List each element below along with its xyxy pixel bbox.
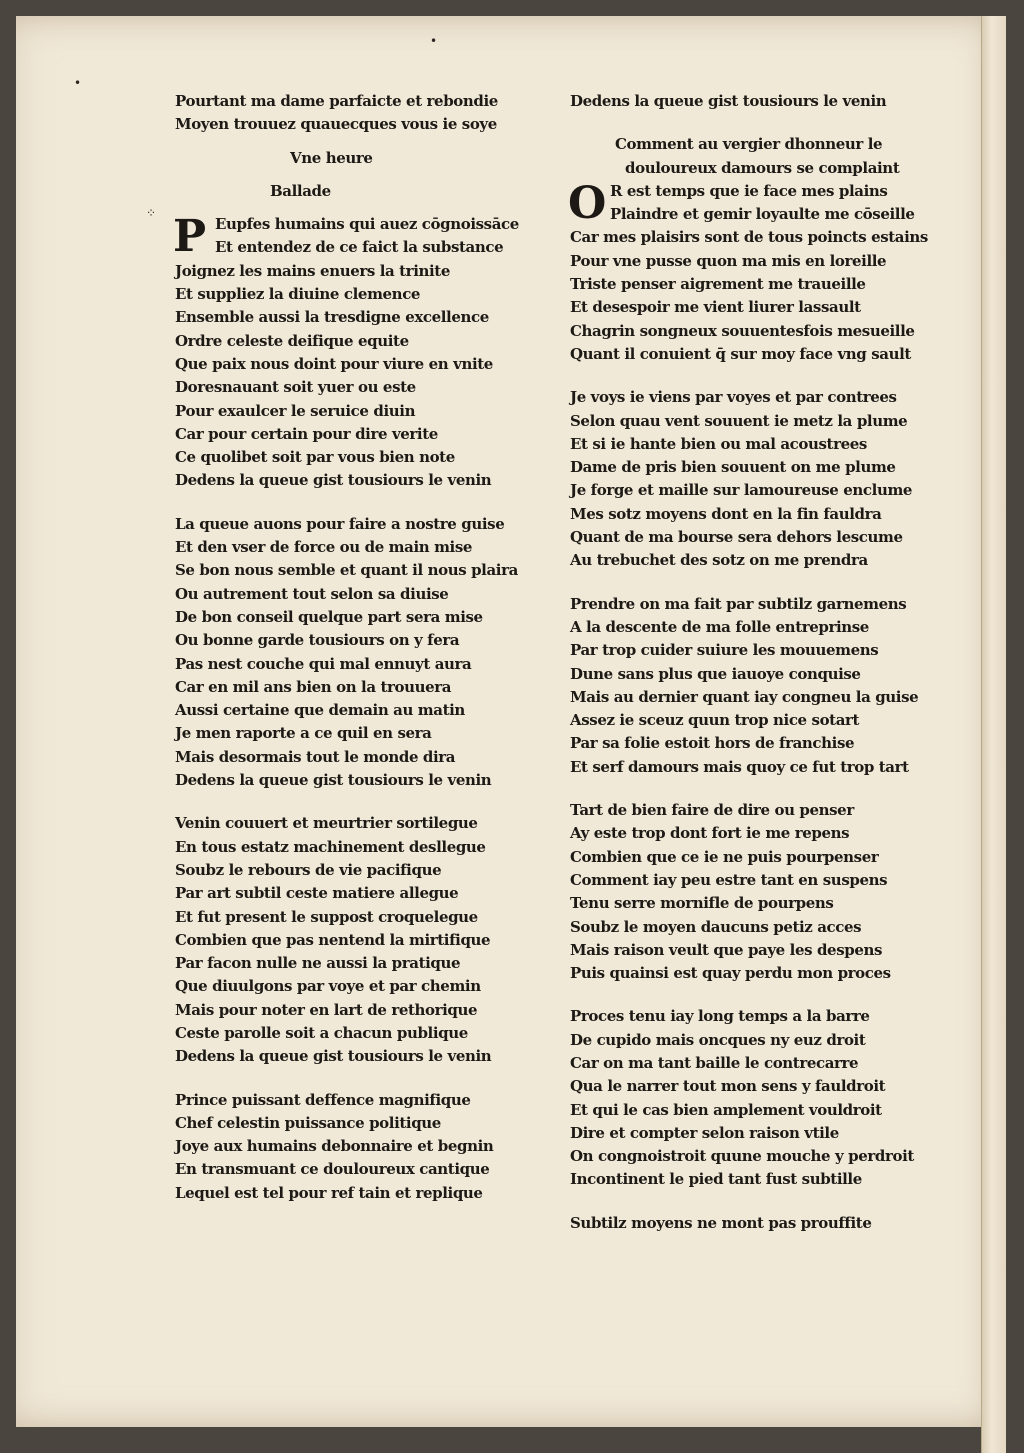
text-line: Moyen trouuez quauecques vous ie soye: [175, 115, 497, 134]
text-line: Car pour certain pour dire verite: [175, 424, 438, 443]
text-line: Doresnauant soit yuer ou este: [175, 378, 416, 397]
drop-cap: P: [173, 211, 206, 263]
refrain-line: Dedens la queue gist tousiours le venin: [175, 471, 492, 490]
text-line: A la descente de ma folle entreprinse: [570, 617, 869, 636]
text-line: R est temps que ie face mes plains: [610, 181, 888, 200]
text-line: En tous estatz machinement desllegue: [175, 837, 486, 856]
margin-mark: •: [74, 76, 82, 90]
text-line: Incontinent le pied tant fust subtille: [570, 1170, 862, 1189]
stanza: [570, 386, 970, 572]
text-line: Selon quau vent souuent ie metz la plume: [570, 411, 908, 430]
text-line: Pour vne pusse quon ma mis en loreille: [570, 251, 887, 270]
text-line: Pour exaulcer le seruice diuin: [175, 401, 416, 420]
refrain-line: Dedens la queue gist tousiours le venin: [175, 1047, 492, 1066]
text-line: Je voys ie viens par voyes et par contrees: [570, 388, 897, 407]
text-line: Tenu serre mornifle de pourpens: [570, 894, 834, 913]
stanza: [175, 812, 555, 1068]
refrain-line: Dedens la queue gist tousiours le venin: [570, 92, 887, 110]
margin-mark: ⁘: [146, 206, 157, 220]
text-line: Dire et compter selon raison vtile: [570, 1123, 839, 1142]
text-line: Et entendez de ce faict la substance: [215, 238, 504, 257]
text-line: Tart de bien faire de dire ou penser: [570, 801, 854, 820]
text-line: Mais pour noter en lart de rethorique: [175, 1000, 478, 1019]
text-line: Mais au dernier quant iay congneu la guise: [570, 687, 919, 706]
text-line: Par sa folie estoit hors de franchise: [570, 734, 855, 753]
drop-cap: O: [568, 177, 606, 229]
text-line: Par art subtil ceste matiere allegue: [175, 884, 459, 903]
text-line: Dune sans plus que iauoye conquise: [570, 664, 861, 683]
text-line: De bon conseil quelque part sera mise: [175, 607, 483, 626]
text-line: Je men raporte a ce quil en sera: [175, 724, 432, 743]
heading-line: douloureux damours se complaint: [625, 158, 900, 177]
text-line: Aussi certaine que demain au matin: [175, 701, 465, 720]
stanza: [175, 213, 555, 493]
text-line: Et qui le cas bien amplement vouldroit: [570, 1100, 882, 1119]
text-line: Ay este trop dont fort ie me repens: [570, 824, 850, 843]
text-line: Et si ie hante bien ou mal acoustrees: [570, 434, 867, 453]
text-line: Mais raison veult que paye les despens: [570, 940, 883, 959]
text-line: En transmuant ce douloureux cantique: [175, 1160, 490, 1179]
text-line: De cupido mais oncques ny euz droit: [570, 1030, 866, 1049]
text-line: Ensemble aussi la tresdigne excellence: [175, 308, 489, 327]
text-line: Et serf damours mais quoy ce fut trop tart: [570, 757, 909, 776]
text-line: Ou bonne garde tousiours on y fera: [175, 631, 460, 650]
section-heading: [570, 133, 970, 180]
text-line: Dame de pris bien souuent on me plume: [570, 458, 896, 477]
stanza: [570, 593, 970, 779]
text-line: Au trebuchet des sotz on me prendra: [570, 551, 868, 570]
text-line: Quant il conuient q̄ sur moy face vng sault: [570, 344, 911, 363]
page-mark: •: [430, 34, 438, 48]
text-line: On congnoistroit quune mouche y perdroit: [570, 1147, 914, 1166]
text-line: Ou autrement tout selon sa diuise: [175, 584, 449, 603]
text-line: Soubz le rebours de vie pacifique: [175, 860, 442, 879]
heading-ballade: Ballade: [270, 181, 331, 200]
text-line: Proces tenu iay long temps a la barre: [570, 1007, 870, 1026]
heading-vne-heure: Vne heure: [290, 148, 373, 167]
text-line: Se bon nous semble et quant il nous plaira: [175, 561, 518, 580]
text-line: Combien que ce ie ne puis pourpenser: [570, 847, 879, 866]
text-line: Mes sotz moyens dont en la fin fauldra: [570, 504, 882, 523]
text-line: Prince puissant deffence magnifique: [175, 1090, 471, 1109]
text-line: Qua le narrer tout mon sens y fauldroit: [570, 1077, 886, 1096]
text-line: Par trop cuider suiure les mouuemens: [570, 641, 879, 660]
left-column: [175, 90, 555, 1205]
right-column: [570, 90, 970, 1235]
text-line: Puis quainsi est quay perdu mon proces: [570, 964, 891, 983]
text-line: Car en mil ans bien on la trouuera: [175, 677, 452, 696]
text-line: Combien que pas nentend la mirtifique: [175, 930, 491, 949]
text-line: Ceste parolle soit a chacun publique: [175, 1023, 468, 1042]
text-line: Je forge et maille sur lamoureuse enclume: [570, 481, 913, 500]
text-line: Venin couuert et meurtrier sortilegue: [175, 814, 478, 833]
text-line: Joye aux humains debonnaire et begnin: [175, 1137, 494, 1156]
text-line: Par facon nulle ne aussi la pratique: [175, 954, 461, 973]
envoi: [175, 1089, 555, 1205]
page-edge: [981, 16, 1006, 1453]
text-line: Pas nest couche qui mal ennuyt aura: [175, 654, 472, 673]
text-line: Mais desormais tout le monde dira: [175, 747, 456, 766]
text-line: Ce quolibet soit par vous bien note: [175, 448, 455, 467]
stanza: [175, 513, 555, 793]
text-line: Que diuulgons par voye et par chemin: [175, 977, 481, 996]
text-line: Pourtant ma dame parfaicte et rebondie: [175, 92, 498, 110]
text-line: Assez ie sceuz quun trop nice sotart: [570, 711, 860, 730]
stanza: [570, 799, 970, 985]
text-line: Lequel est tel pour ref tain et replique: [175, 1183, 483, 1202]
text-line: Car on ma tant baille le contrecarre: [570, 1053, 859, 1072]
catchword-line: Subtilz moyens ne mont pas prouffite: [570, 1213, 872, 1232]
text-line: Chef celestin puissance politique: [175, 1113, 441, 1132]
refrain-line: Dedens la queue gist tousiours le venin: [175, 771, 492, 790]
text-line: Plaindre et gemir loyaulte me cōseille: [610, 205, 915, 224]
text-line: Ordre celeste deifique equite: [175, 331, 409, 350]
text-line: Eupfes humains qui auez cōgnoissāce: [215, 215, 519, 234]
text-line: Quant de ma bourse sera dehors lescume: [570, 528, 903, 547]
text-line: Prendre on ma fait par subtilz garnemens: [570, 594, 907, 613]
text-line: La queue auons pour faire a nostre guise: [175, 514, 505, 533]
text-line: Comment iay peu estre tant en suspens: [570, 870, 888, 889]
text-line: Et den vser de force ou de main mise: [175, 538, 473, 557]
text-line: Et fut present le suppost croquelegue: [175, 907, 478, 926]
text-line: Chagrin songneux souuentesfois mesueille: [570, 321, 915, 340]
text-line: Triste penser aigrement me traueille: [570, 275, 866, 294]
text-line: Et suppliez la diuine clemence: [175, 285, 421, 304]
text-line: Joignez les mains enuers la trinite: [175, 261, 450, 280]
stanza: [568, 177, 970, 366]
heading-line: Comment au vergier dhonneur le: [615, 135, 883, 154]
text-line: Car mes plaisirs sont de tous poincts estains: [570, 228, 928, 247]
intro-block: [175, 90, 555, 137]
text-line: Et desespoir me vient liurer lassault: [570, 298, 861, 317]
text-line: Soubz le moyen daucuns petiz acces: [570, 917, 862, 936]
text-line: Que paix nous doint pour viure en vnite: [175, 354, 493, 373]
stanza: [570, 1005, 970, 1191]
